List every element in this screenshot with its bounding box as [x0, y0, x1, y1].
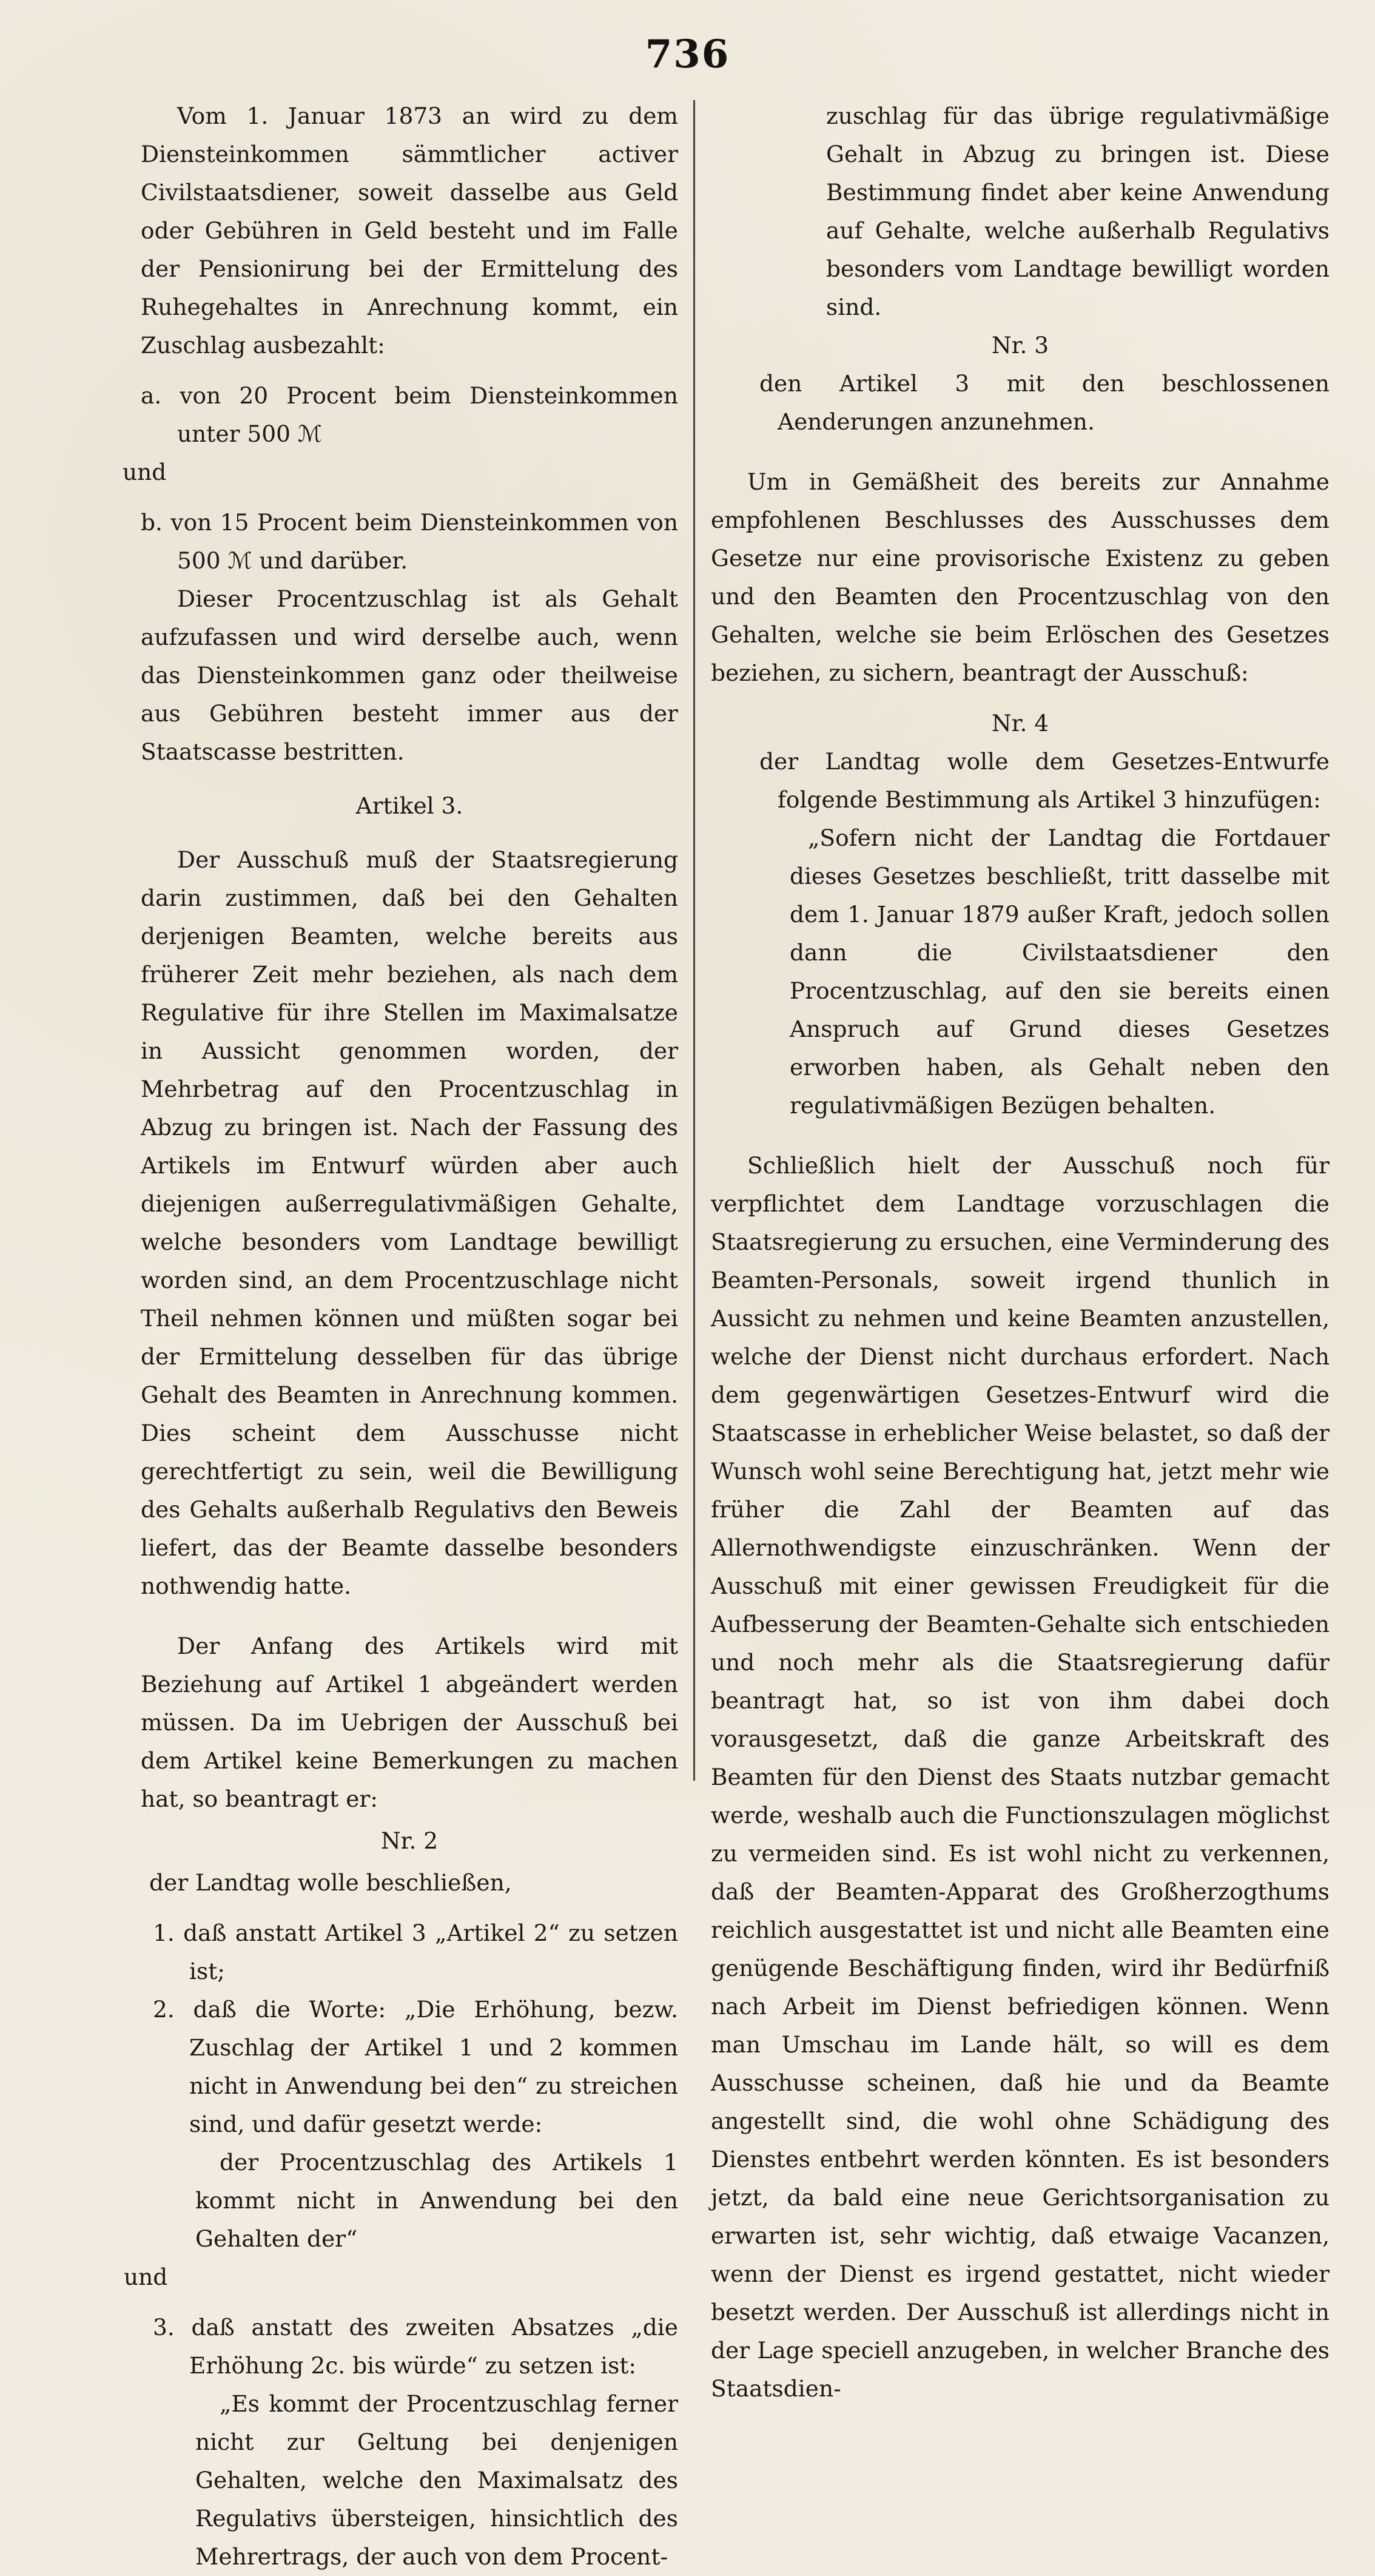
intro-paragraph: Vom 1. Januar 1873 an wird zu dem Diensteinkommen sämmtlicher activer Civilstaatsdiener, soweit dasselbe aus Geld oder Gebühren in Geld besteht und im Falle der Pensionirung bei der Ermittelung des Ruhegehaltes in Anrechnung kommt, ein Zuschlag ausbezahlt: — [141, 103, 678, 359]
column-divider — [693, 100, 695, 1781]
gemaess-paragraph: Um in Gemäßheit des bereits zur Annahme empfohlenen Beschlusses des Ausschusses dem Gesetze nur eine provisorische Existenz zu geben und den Beamten den Procentzuschlag von den Gehalten, welche sie beim Erlöschen des Gesetzes beziehen, zu sichern, beantragt der Ausschuß: — [711, 468, 1330, 686]
nr2-item-3-quote: „Es kommt der Procentzuschlag ferner nicht zur Geltung bei denjenigen Gehalten, welche den Maximalsatz des Regulativs übersteigen, hinsichtlich des Mehrertrags, der auch von dem Procent- — [195, 2390, 678, 2570]
left-column — [123, 97, 678, 2576]
section-heading-nr-4: Nr. 4 — [991, 710, 1049, 737]
nr3-text: den Artikel 3 mit den beschlossenen Aenderungen anzunehmen. — [759, 370, 1330, 435]
nr2-item-2-quote: der Procentzuschlag des Artikels 1 kommt nicht in Anwendung bei den Gehalten der“ — [195, 2149, 678, 2252]
right-column — [711, 97, 1330, 2408]
nr2-list-item-3: 3. daß anstatt des zweiten Absatzes „die Erhöhung 2c. bis würde“ zu setzen ist: — [153, 2314, 678, 2379]
nr2-list-item-1: 1. daß anstatt Artikel 3 „Artikel 2“ zu setzen ist; — [153, 1920, 678, 1984]
section-heading-nr-2: Nr. 2 — [380, 1827, 439, 1854]
anfang-paragraph: Der Anfang des Artikels wird mit Beziehung auf Artikel 1 abgeändert werden müssen. Da im Uebrigen der Ausschuß bei dem Artikel keine Bemerkungen zu machen hat, so beantragt er: — [141, 1633, 678, 1812]
nr2-intro: der Landtag wolle beschließen, — [149, 1869, 512, 1896]
nr4-text: der Landtag wolle dem Gesetzes-Entwurfe folgende Bestimmung als Artikel 3 hinzufügen: — [759, 748, 1330, 813]
section-heading-nr-3: Nr. 3 — [991, 332, 1049, 359]
list-item-a: a. von 20 Procent beim Diensteinkommen unter 500 ℳ — [141, 382, 678, 447]
schliesslich-paragraph: Schließlich hielt der Ausschuß noch für verpflichtet dem Landtage vorzuschlagen die Staatsregierung zu ersuchen, eine Verminderung des Beamten-Personals, soweit irgend thunlich in Aussicht zu nehmen und keine Beamten anzustellen, welche der Dienst nicht durchaus erfordert. Nach dem gegenwärtigen Gesetzes-Entwurf wird die Staatscasse in erheblicher Weise belastet, so daß der Wunsch wohl seine Berechtigung hat, jetzt mehr wie früher die Zahl der Beamten auf das Allernothwendigste einzuschränken. Wenn der Ausschuß mit einer gewissen Freudigkeit für die Aufbesserung der Beamten-Gehalte sich entschieden und noch mehr als die Staatsregierung dafür beantragt hat, so ist von ihm dabei doch vorausgesetzt, daß die ganze Arbeitskraft des Beamten für den Dienst des Staats nutzbar gemacht werde, weshalb auch die Functionszulagen möglichst zu vermeiden sind. Es ist wohl nicht zu verkennen, daß der Beamten-Apparat des Großherzogthums reichlich ausgestattet ist und nicht alle Beamten eine genügende Beschäftigung finden, wird ihr Bedürfniß nach Arbeit im Dienst befriedigen können. Wenn man Umschau im Lande hält, so will es dem Ausschusse scheinen, daß hie und da Beamte angestellt sind, die wohl ohne Schädigung des Dienstes entbehrt werden könnten. Es ist besonders jetzt, da bald eine neue Gerichtsorganisation zu erwarten ist, sehr wichtig, daß etwaige Vacanzen, wenn der Dienst es irgend gestattet, nicht wieder besetzt werden. Der Ausschuß ist allerdings nicht in der Lage speciell anzugeben, in welcher Branche des Staatsdien- — [711, 1152, 1330, 2402]
nr2-list-item-2: 2. daß die Worte: „Die Erhöhung, bezw. Zuschlag der Artikel 1 und 2 kommen nicht in Anwendung bei den“ zu streichen sind, und dafür gesetzt werde: — [153, 1996, 678, 2137]
list-item-b: b. von 15 Procent beim Diensteinkommen von 500 ℳ und darüber. — [141, 509, 678, 574]
page-number: 736 — [645, 32, 730, 77]
conjunction-und-2: und — [124, 2264, 168, 2290]
conjunction-und: und — [123, 459, 167, 485]
section-heading-artikel-3: Artikel 3. — [355, 792, 463, 819]
ausschuss-paragraph: Der Ausschuß muß der Staatsregierung darin zustimmen, daß bei den Gehalten derjenigen Beamten, welche bereits aus früherer Zeit mehr beziehen, als nach dem Regulative für ihre Stellen im Maximalsatze in Aussicht genommen worden, der Mehrbetrag auf den Procentzuschlag in Abzug zu bringen ist. Nach der Fassung des Artikels im Entwurf würden aber auch diejenigen außerregulativmäßigen Gehalte, welche besonders vom Landtage bewilligt worden sind, an dem Procentzuschlage nicht Theil nehmen können und müßten sogar bei der Ermittelung desselben für das übrige Gehalt des Beamten in Anrechnung kommen. Dies scheint dem Ausschusse nicht gerechtfertigt zu sein, weil die Bewilligung des Gehalts außerhalb Regulativs den Beweis liefert, das der Beamte dasselbe besonders nothwendig hatte. — [141, 846, 678, 1599]
nr4-quote: „Sofern nicht der Landtag die Fortdauer dieses Gesetzes beschließt, tritt dasselbe mit dem 1. Januar 1879 außer Kraft, jedoch sollen dann die Civilstaatsdiener den Procentzuschlag, auf den sie bereits einen Anspruch auf Grund dieses Gesetzes erworben haben, als Gehalt neben den regulativmäßigen Bezügen behalten. — [790, 824, 1330, 1119]
procent-paragraph: Dieser Procentzuschlag ist als Gehalt aufzufassen und wird derselbe auch, wenn das Diensteinkommen ganz oder theilweise aus Gebühren besteht immer aus der Staatscasse bestritten. — [141, 585, 678, 765]
continuation-paragraph: zuschlag für das übrige regulativmäßige Gehalt in Abzug zu bringen ist. Diese Bestimmung findet aber keine Anwendung auf Gehalte, welche außerhalb Regulativs besonders vom Landtage bewilligt worden sind. — [826, 103, 1330, 320]
